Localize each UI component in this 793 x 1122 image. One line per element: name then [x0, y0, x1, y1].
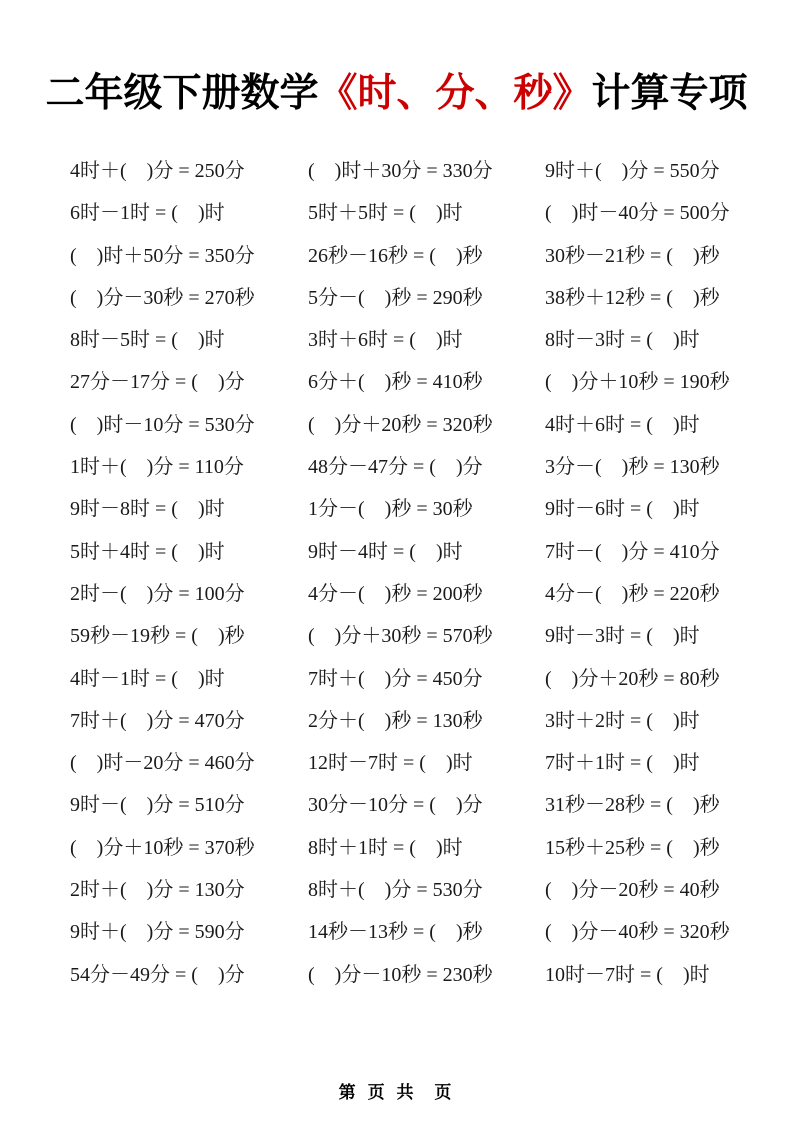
- title-prefix: 二年级下册数学: [45, 72, 319, 116]
- problem-row: ( )分＋20秒 = 80秒: [545, 667, 720, 690]
- problem-row: 9时－8时 = ( )时: [70, 498, 225, 521]
- problem-row: 26秒－16秒 = ( )秒: [308, 244, 483, 267]
- problem-column-2: [308, 150, 545, 996]
- problem-row: 2分＋( )秒 = 130秒: [308, 709, 483, 732]
- problem-row: 31秒－28秒 = ( )秒: [545, 794, 720, 817]
- problem-row: 9时－( )分 = 510分: [70, 794, 245, 817]
- problem-row: 7时－( )分 = 410分: [545, 540, 720, 563]
- problem-row: 14秒－13秒 = ( )秒: [308, 921, 483, 944]
- problem-row: ( )分－10秒 = 230秒: [308, 963, 493, 986]
- problem-row: 1时＋( )分 = 110分: [70, 456, 244, 479]
- problem-row: 9时－4时 = ( )时: [308, 540, 463, 563]
- problem-row: 7时＋( )分 = 450分: [308, 667, 483, 690]
- problem-row: 8时＋1时 = ( )时: [308, 836, 463, 859]
- problem-row: ( )分－40秒 = 320秒: [545, 921, 730, 944]
- problem-row: 1分－( )秒 = 30秒: [308, 498, 473, 521]
- problem-row: 4时＋6时 = ( )时: [545, 413, 700, 436]
- problem-row: ( )分＋20秒 = 320秒: [308, 413, 493, 436]
- problems-grid: [70, 150, 763, 996]
- problem-row: 3时＋6时 = ( )时: [308, 329, 463, 352]
- problem-row: 9时－3时 = ( )时: [545, 625, 700, 648]
- problem-row: 9时＋( )分 = 590分: [70, 921, 245, 944]
- problem-row: 4分－( )秒 = 220秒: [545, 582, 720, 605]
- worksheet-title: [0, 62, 793, 118]
- problem-row: 27分－17分 = ( )分: [70, 371, 245, 394]
- problem-row: 30秒－21秒 = ( )秒: [545, 244, 720, 267]
- problem-row: 15秒＋25秒 = ( )秒: [545, 836, 720, 859]
- problem-row: 9时＋( )分 = 550分: [545, 160, 720, 182]
- problem-row: ( )分＋10秒 = 190秒: [545, 371, 730, 394]
- problem-row: ( )分＋30秒 = 570秒: [308, 625, 493, 648]
- problem-row: 10时－7时 = ( )时: [545, 963, 710, 986]
- problem-row: 2时＋( )分 = 130分: [70, 879, 245, 902]
- problem-row: ( )分－20秒 = 40秒: [545, 879, 720, 902]
- problem-row: ( )时＋30分 = 330分: [308, 160, 493, 182]
- problem-row: ( )时－20分 = 460分: [70, 752, 255, 775]
- problem-row: 7时＋1时 = ( )时: [545, 752, 700, 775]
- problem-row: 5时＋4时 = ( )时: [70, 540, 225, 563]
- problem-row: 5分－( )秒 = 290秒: [308, 286, 483, 309]
- problem-row: ( )时－40分 = 500分: [545, 202, 730, 225]
- problem-row: 38秒＋12秒 = ( )秒: [545, 286, 720, 309]
- problem-row: 4时－1时 = ( )时: [70, 667, 225, 690]
- problem-row: 8时＋( )分 = 530分: [308, 879, 483, 902]
- problem-row: 59秒－19秒 = ( )秒: [70, 625, 245, 648]
- problem-row: 3时＋2时 = ( )时: [545, 709, 700, 732]
- problem-row: ( )时＋50分 = 350分: [70, 244, 255, 267]
- problem-row: ( )分－30秒 = 270秒: [70, 286, 255, 309]
- problem-row: 9时－6时 = ( )时: [545, 498, 700, 521]
- problem-row: ( )分＋10秒 = 370秒: [70, 836, 255, 859]
- problem-row: 4分－( )秒 = 200秒: [308, 582, 483, 605]
- problem-column-1: [70, 150, 308, 996]
- problem-row: 8时－3时 = ( )时: [545, 329, 700, 352]
- problem-row: 48分－47分 = ( )分: [308, 456, 483, 479]
- problem-row: ( )时－10分 = 530分: [70, 413, 255, 436]
- problem-row: 6时－1时 = ( )时: [70, 202, 225, 225]
- problem-column-3: [545, 150, 763, 996]
- page-footer: 第 页 共 页: [338, 1083, 455, 1103]
- problem-row: 3分－( )秒 = 130秒: [545, 456, 720, 479]
- problem-row: 4时＋( )分 = 250分: [70, 160, 245, 182]
- problem-row: 7时＋( )分 = 470分: [70, 709, 245, 732]
- problem-row: 8时－5时 = ( )时: [70, 329, 225, 352]
- problem-row: 30分－10分 = ( )分: [308, 794, 483, 817]
- problem-row: 54分－49分 = ( )分: [70, 963, 245, 986]
- title-highlight: 《时、分、秒》: [318, 72, 592, 116]
- problem-row: 5时＋5时 = ( )时: [308, 202, 463, 225]
- problem-row: 12时－7时 = ( )时: [308, 752, 473, 775]
- problem-row: 6分＋( )秒 = 410秒: [308, 371, 483, 394]
- problem-row: 2时－( )分 = 100分: [70, 582, 245, 605]
- title-suffix: 计算专项: [591, 72, 748, 116]
